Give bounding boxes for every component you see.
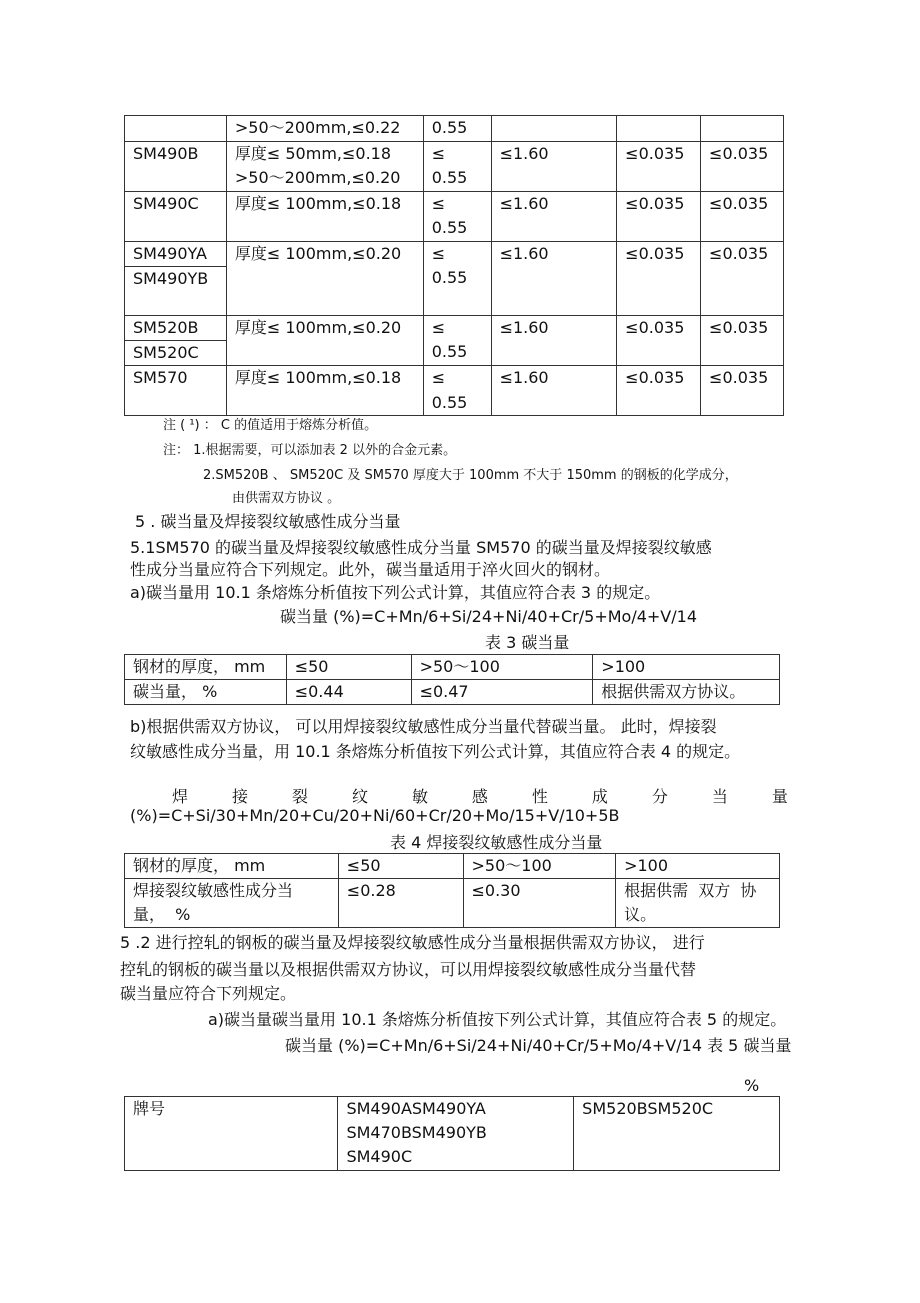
header-cell: >100: [616, 854, 780, 879]
mn-cell: ≤1.60: [491, 141, 617, 191]
unit-label: %: [744, 1076, 760, 1095]
grade-top: SM520B: [125, 316, 226, 341]
mn-cell: ≤1.60: [491, 366, 617, 416]
formula-char: 成: [591, 787, 608, 806]
table-row: [125, 1097, 780, 1171]
paragraph-5-2b: 控轧的钢板的碳当量以及根据供需双方协议，可以用焊接裂纹敏感性成分当量代替: [120, 960, 697, 979]
formula-char: 感: [471, 787, 488, 806]
paragraph-5-1a: 5.1SM570 的碳当量及焊接裂纹敏感性成分当量 SM570 的碳当量及焊接裂纹敏感: [130, 538, 712, 557]
formula-weld-crack: (%)=C+Si/30+Mn/20+Cu/20+Ni/60+Cr/20+Mo/15+V/10+5B: [130, 806, 620, 825]
carbon-cell: 厚度≤ 100mm,≤0.20: [226, 241, 423, 315]
table-row: [125, 116, 784, 142]
p-cell: ≤0.035: [617, 366, 701, 416]
section-heading: 5 . 碳当量及焊接裂纹敏感性成分当量: [135, 512, 401, 531]
note-3b: 由供需双方协议 。: [232, 491, 341, 506]
paragraph-a2: a)碳当量碳当量用 10.1 条熔炼分析值按下列公式计算，其值应符合表 5 的规定。: [208, 1010, 787, 1029]
cell: 根据供需双方协议。: [593, 680, 780, 705]
cell: ≤0.30: [463, 879, 616, 928]
grade-cell: [125, 241, 227, 315]
grade-cell: [125, 116, 227, 142]
cell: ≤0.44: [286, 680, 411, 705]
p-cell: ≤0.035: [617, 315, 701, 366]
paragraph-5-2c: 碳当量应符合下列规定。: [120, 984, 297, 1003]
carbon-cell: >50～200mm,≤0.22: [226, 116, 423, 142]
grade-bottom: SM490YB: [133, 268, 209, 288]
formula-char: 裂: [291, 787, 308, 806]
formula-char: 性: [531, 787, 548, 806]
header-cell: 钢材的厚度， mm: [125, 854, 339, 879]
mn-cell: [491, 116, 617, 142]
formula-char: 焊: [172, 787, 189, 806]
carbon-cell: 厚度≤ 100mm,≤0.20: [226, 315, 423, 366]
note-3: 2.SM520B 、 SM520C 及 SM570 厚度大于 100mm 不大于 150mm 的钢板的化学成分，: [203, 468, 738, 483]
grade-cell: SM490C: [125, 191, 227, 241]
table-header-row: [125, 655, 780, 680]
paragraph-5-2a: 5 .2 进行控轧的钢板的碳当量及焊接裂纹敏感性成分当量根据供需双方协议， 进行: [120, 933, 705, 952]
formula-char: 敏: [411, 787, 428, 806]
s-cell: ≤0.035: [701, 315, 784, 366]
table-4: [124, 853, 780, 928]
grade-group-cell: SM490ASM490YA SM470BSM490YB SM490C: [338, 1097, 574, 1171]
grade-bottom: SM520C: [133, 342, 199, 362]
header-cell: ≤50: [338, 854, 463, 879]
mn-cell: ≤1.60: [491, 315, 617, 366]
table-row: [125, 879, 780, 928]
table-row: [125, 366, 784, 416]
cell: 碳当量， %: [125, 680, 287, 705]
formula-carbon-equivalent-2: 碳当量 (%)=C+Mn/6+Si/24+Ni/40+Cr/5+Mo/4+V/14 表 5 碳当量: [285, 1036, 792, 1055]
table4-caption: 表 4 焊接裂纹敏感性成分当量: [390, 833, 603, 852]
header-cell: >50～100: [411, 655, 593, 680]
header-cell: ≤50: [286, 655, 411, 680]
formula-weld-crack-title: [172, 784, 788, 807]
ceq-cell: ≤ 0.55: [423, 315, 491, 366]
header-cell: >50～100: [463, 854, 616, 879]
s-cell: [701, 116, 784, 142]
mn-cell: ≤1.60: [491, 191, 617, 241]
formula-carbon-equivalent: 碳当量 (%)=C+Mn/6+Si/24+Ni/40+Cr/5+Mo/4+V/14: [280, 607, 698, 626]
header-cell: >100: [593, 655, 780, 680]
header-cell: 钢材的厚度， mm: [125, 655, 287, 680]
s-cell: ≤0.035: [701, 141, 784, 191]
note-2: 注： 1.根据需要，可以添加表 2 以外的合金元素。: [163, 443, 457, 458]
table-row: [125, 680, 780, 705]
paragraph-a: a)碳当量用 10.1 条熔炼分析值按下列公式计算，其值应符合表 3 的规定。: [130, 583, 661, 602]
paragraph-5-1b: 性成分当量应符合下列规定。此外，碳当量适用于淬火回火的钢材。: [130, 560, 611, 579]
p-cell: [617, 116, 701, 142]
formula-char: 当: [711, 787, 728, 806]
table-header-row: [125, 854, 780, 879]
carbon-cell: 厚度≤ 100mm,≤0.18: [226, 191, 423, 241]
grade-cell: [125, 315, 227, 366]
s-cell: ≤0.035: [701, 191, 784, 241]
s-cell: ≤0.035: [701, 366, 784, 416]
table-3: [124, 654, 780, 705]
p-cell: ≤0.035: [617, 141, 701, 191]
ceq-cell: ≤ 0.55: [423, 191, 491, 241]
s-cell: ≤0.035: [701, 241, 784, 315]
note-1: 注 ( ¹) ： C 的值适用于熔炼分析值。: [163, 418, 378, 433]
grade-top: SM490YA: [125, 242, 226, 267]
paragraph-b2: 纹敏感性成分当量，用 10.1 条熔炼分析值按下列公式计算，其值应符合表 4 的规定。: [130, 742, 741, 761]
carbon-cell: 厚度≤ 50mm,≤0.18 >50～200mm,≤0.20: [226, 141, 423, 191]
cell: ≤0.28: [338, 879, 463, 928]
composition-table: [124, 115, 784, 416]
formula-char: 接: [231, 787, 248, 806]
table3-caption: 表 3 碳当量: [485, 633, 570, 652]
ceq-cell: 0.55: [423, 116, 491, 142]
grade-group-cell: SM520BSM520C: [574, 1097, 780, 1171]
table-row: [125, 241, 784, 315]
p-cell: ≤0.035: [617, 241, 701, 315]
cell: 根据供需 双方 协 议。: [616, 879, 780, 928]
ceq-cell: ≤ 0.55: [423, 366, 491, 416]
table-5: [124, 1096, 780, 1171]
table-row: [125, 315, 784, 366]
cell: 焊接裂纹敏感性成分当 量， %: [125, 879, 339, 928]
ceq-cell: ≤ 0.55: [423, 241, 491, 315]
grade-cell: SM490B: [125, 141, 227, 191]
grade-label-cell: 牌号: [125, 1097, 338, 1171]
table-row: [125, 141, 784, 191]
formula-char: 分: [651, 787, 668, 806]
formula-char: 纹: [351, 787, 368, 806]
paragraph-b1: b)根据供需双方协议， 可以用焊接裂纹敏感性成分当量代替碳当量。 此时，焊接裂: [130, 717, 717, 736]
p-cell: ≤0.035: [617, 191, 701, 241]
cell: ≤0.47: [411, 680, 593, 705]
ceq-cell: ≤ 0.55: [423, 141, 491, 191]
carbon-cell: 厚度≤ 100mm,≤0.18: [226, 366, 423, 416]
formula-char: 量: [771, 787, 788, 806]
table-row: [125, 191, 784, 241]
grade-cell: SM570: [125, 366, 227, 416]
mn-cell: ≤1.60: [491, 241, 617, 315]
